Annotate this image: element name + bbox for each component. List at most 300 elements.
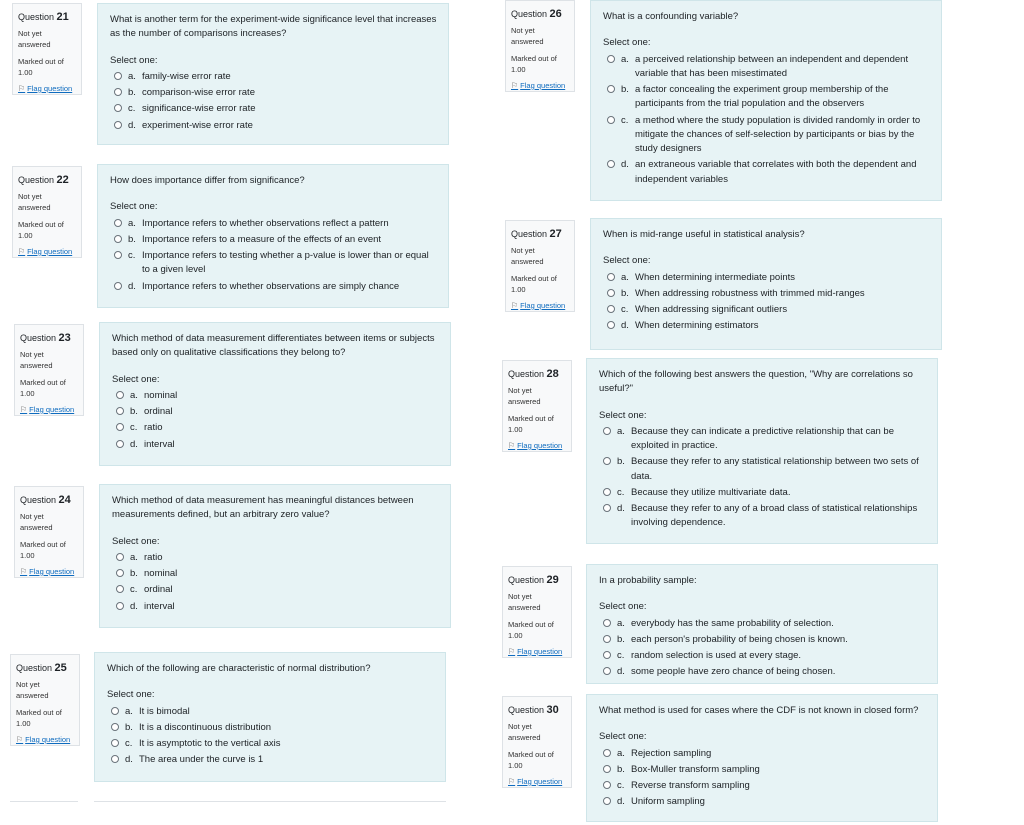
answer-option[interactable]: [110, 233, 438, 247]
radio-button[interactable]: [116, 391, 124, 399]
flag-label: Flag question: [517, 776, 563, 786]
answer-option[interactable]: [112, 583, 440, 597]
option-text: Because they refer to any statistical relationship between two sets of data.: [631, 456, 919, 482]
question-state: Not yet answered: [20, 511, 53, 532]
option-text: a perceived relationship between an independent and dependent variable that has been misestimated: [635, 53, 909, 79]
question-word: Question: [508, 705, 545, 715]
option-letter: d.: [128, 280, 136, 292]
question-grade: [20, 378, 78, 400]
radio-button[interactable]: [114, 72, 122, 80]
flag-question-link[interactable]: [511, 80, 565, 92]
option-text: Reverse transform sampling: [631, 780, 750, 791]
question-state: Not yet answered: [16, 679, 49, 700]
option-text: When determining intermediate points: [635, 271, 796, 283]
answer-option[interactable]: [112, 551, 440, 565]
radio-button[interactable]: [607, 55, 615, 63]
flag-question-link[interactable]: [18, 246, 72, 258]
option-text: interval: [144, 438, 175, 450]
flag-icon: ⚐: [20, 405, 28, 415]
answer-option[interactable]: [599, 486, 927, 500]
radio-button[interactable]: [114, 104, 122, 112]
answer-option[interactable]: [112, 600, 440, 614]
flag-question-link[interactable]: [20, 404, 74, 416]
answer-option[interactable]: [599, 763, 927, 777]
flag-icon: ⚐: [20, 567, 28, 577]
flag-icon: ⚐: [508, 777, 516, 787]
radio-button[interactable]: [603, 651, 611, 659]
radio-button[interactable]: [603, 667, 611, 675]
answer-option[interactable]: [110, 249, 438, 278]
question-number-value: 23: [58, 332, 71, 344]
question-text: Which method of data measurement has meaningful distances between measurements defined, but an arbitrary zero value?: [112, 495, 414, 521]
question-formulation: [97, 164, 449, 308]
radio-button[interactable]: [607, 321, 615, 329]
radio-button[interactable]: [603, 457, 611, 465]
grade-value: 1.00: [18, 67, 33, 77]
answer-option[interactable]: [599, 455, 927, 484]
select-one-prompt: Select one:: [110, 201, 158, 213]
answer-option[interactable]: [599, 795, 927, 809]
select-one-prompt: Select one:: [112, 373, 160, 385]
option-letter: d.: [621, 159, 629, 171]
option-text: It is bimodal: [139, 705, 190, 717]
option-text: ordinal: [144, 584, 173, 596]
next-question-divider: [10, 801, 78, 802]
radio-button[interactable]: [603, 488, 611, 496]
flag-question-link[interactable]: [18, 83, 72, 95]
answer-option[interactable]: [603, 53, 931, 82]
option-text: Importance refers to whether observations are simply chance: [142, 280, 400, 292]
option-letter: b.: [621, 287, 629, 299]
answer-option[interactable]: [599, 502, 927, 531]
question-state: Not yet answered: [511, 25, 544, 46]
radio-button[interactable]: [114, 282, 122, 290]
option-text: Because they can indicate a predictive relationship that can be exploited in practice.: [631, 425, 894, 451]
question-formulation: [94, 652, 446, 782]
question-formulation: [586, 358, 938, 544]
option-letter: c.: [617, 650, 625, 661]
option-letter: b.: [128, 87, 136, 98]
flag-icon: ⚐: [16, 735, 24, 745]
question-state: Not yet answered: [508, 591, 541, 612]
radio-button[interactable]: [116, 553, 124, 561]
option-letter: a.: [621, 53, 629, 65]
flag-icon: ⚐: [508, 647, 516, 657]
option-text: each person's probability of being chosen is known.: [631, 633, 848, 645]
question-grade: [508, 750, 566, 772]
question-word: Question: [20, 495, 57, 505]
option-letter: a.: [125, 705, 133, 717]
grade-label: Marked out of: [508, 749, 554, 759]
radio-button[interactable]: [111, 739, 119, 747]
question-info: [10, 654, 80, 746]
question-number-value: 24: [58, 494, 71, 506]
question-formulation: [99, 322, 451, 466]
question-word: Question: [16, 663, 53, 673]
question-number: [16, 661, 74, 677]
question-state: Not yet answered: [508, 721, 541, 742]
flag-icon: ⚐: [18, 84, 26, 94]
radio-button[interactable]: [607, 116, 615, 124]
question-formulation: [586, 694, 938, 822]
option-letter: c.: [621, 304, 629, 315]
flag-icon: ⚐: [511, 81, 519, 91]
flag-question-link[interactable]: [508, 440, 562, 452]
question-state: Not yet answered: [511, 245, 544, 266]
question-number-value: 28: [546, 368, 559, 380]
question-grade: [511, 54, 569, 76]
answer-option[interactable]: [599, 633, 927, 647]
question-number: [508, 703, 566, 719]
question-number: [20, 331, 78, 347]
answer-option[interactable]: [599, 425, 927, 454]
question-info: [14, 486, 84, 578]
question-info: [12, 3, 82, 95]
option-text: When determining estimators: [635, 320, 759, 332]
question-state: Not yet answered: [20, 349, 53, 370]
radio-button[interactable]: [607, 85, 615, 93]
radio-button[interactable]: [607, 273, 615, 281]
answer-option[interactable]: [112, 405, 440, 419]
option-letter: a.: [128, 70, 136, 82]
answer-option[interactable]: [107, 721, 435, 735]
option-letter: b.: [617, 456, 625, 468]
answer-option[interactable]: [603, 114, 931, 157]
answer-option[interactable]: [107, 737, 435, 751]
option-letter: b.: [130, 568, 138, 579]
flag-label: Flag question: [520, 300, 566, 310]
select-one-prompt: Select one:: [599, 601, 647, 613]
select-one-prompt: Select one:: [107, 689, 155, 701]
grade-value: 1.00: [508, 424, 523, 434]
option-text: interval: [144, 600, 175, 612]
option-text: a factor concealing the experiment group membership of the participants from the trial population and the observers: [635, 84, 889, 110]
option-text: Because they utilize multivariate data.: [631, 486, 791, 498]
option-text: Because they refer to any of a broad class of statistical relationships involving dependence.: [631, 503, 918, 529]
select-one-prompt: Select one:: [603, 37, 651, 49]
question-number-value: 27: [549, 228, 562, 240]
grade-value: 1.00: [18, 230, 33, 240]
flag-label: Flag question: [520, 80, 566, 90]
question-info: [14, 324, 84, 416]
radio-button[interactable]: [607, 160, 615, 168]
radio-button[interactable]: [116, 407, 124, 415]
radio-button[interactable]: [603, 781, 611, 789]
answer-option[interactable]: [110, 217, 438, 231]
question-state: Not yet answered: [508, 385, 541, 406]
answer-option[interactable]: [110, 102, 438, 116]
grade-label: Marked out of: [511, 273, 557, 283]
answer-option[interactable]: [112, 421, 440, 435]
option-letter: a.: [617, 617, 625, 629]
option-letter: a.: [130, 551, 138, 563]
question-state: Not yet answered: [18, 28, 51, 49]
question-number: [18, 10, 76, 26]
option-letter: d.: [130, 600, 138, 612]
radio-button[interactable]: [111, 707, 119, 715]
answer-option[interactable]: [107, 705, 435, 719]
grade-label: Marked out of: [20, 377, 66, 387]
question-grade: [16, 708, 74, 730]
option-text: ordinal: [144, 406, 173, 417]
answer-option[interactable]: [603, 303, 931, 317]
question-text: When is mid-range useful in statistical analysis?: [603, 229, 805, 240]
option-letter: a.: [617, 425, 625, 437]
option-letter: c.: [617, 486, 625, 498]
option-letter: c.: [617, 780, 625, 791]
option-text: experiment-wise error rate: [142, 119, 253, 131]
grade-value: 1.00: [20, 550, 35, 560]
question-formulation: [590, 0, 942, 201]
flag-question-link[interactable]: [511, 300, 565, 312]
radio-button[interactable]: [116, 423, 124, 431]
grade-label: Marked out of: [16, 707, 62, 717]
question-number-value: 29: [546, 574, 559, 586]
flag-question-link[interactable]: [16, 734, 70, 746]
option-text: ratio: [144, 551, 163, 563]
option-letter: c.: [128, 103, 136, 115]
option-text: everybody has the same probability of selection.: [631, 617, 834, 629]
flag-question-link[interactable]: [20, 566, 74, 578]
flag-label: Flag question: [25, 734, 71, 744]
flag-label: Flag question: [27, 83, 73, 93]
option-letter: b.: [125, 721, 133, 733]
option-text: comparison-wise error rate: [142, 87, 255, 98]
option-letter: d.: [125, 754, 133, 766]
question-number-value: 30: [546, 704, 559, 716]
question-word: Question: [511, 9, 548, 19]
question-formulation: [97, 3, 449, 145]
flag-question-link[interactable]: [508, 776, 562, 788]
answer-option[interactable]: [110, 280, 438, 294]
option-text: nominal: [144, 389, 178, 401]
option-text: some people have zero chance of being chosen.: [631, 666, 836, 678]
option-letter: c.: [130, 584, 138, 596]
option-text: nominal: [144, 568, 178, 579]
grade-label: Marked out of: [508, 619, 554, 629]
question-word: Question: [508, 575, 545, 585]
option-text: Importance refers to a measure of the effects of an event: [142, 233, 382, 245]
grade-value: 1.00: [511, 284, 526, 294]
option-text: When addressing robustness with trimmed mid-ranges: [635, 287, 865, 299]
radio-button[interactable]: [603, 749, 611, 757]
option-letter: c.: [130, 422, 138, 434]
question-word: Question: [508, 369, 545, 379]
radio-button[interactable]: [114, 219, 122, 227]
question-grade: [508, 620, 566, 642]
answer-option[interactable]: [599, 665, 927, 679]
option-letter: a.: [130, 389, 138, 401]
option-text: Importance refers to whether observations reflect a pattern: [142, 217, 389, 229]
option-text: It is asymptotic to the vertical axis: [139, 738, 281, 749]
option-letter: a.: [128, 217, 136, 229]
select-one-prompt: Select one:: [110, 54, 158, 66]
question-word: Question: [511, 229, 548, 239]
question-formulation: [590, 218, 942, 350]
question-info: [505, 0, 575, 92]
question-text: Which of the following best answers the question, "Why are correlations so useful?": [599, 369, 913, 395]
option-letter: d.: [617, 666, 625, 678]
question-number-value: 21: [56, 11, 69, 23]
flag-label: Flag question: [29, 404, 75, 414]
question-text: Which method of data measurement differentiates between items or subjects based only on qualitative classifications they belong to?: [112, 333, 435, 359]
question-state: Not yet answered: [18, 191, 51, 212]
option-text: significance-wise error rate: [142, 103, 256, 115]
radio-button[interactable]: [114, 88, 122, 96]
question-text: What is another term for the experiment-wide significance level that increases as the number of comparisons increases?: [110, 14, 437, 40]
grade-label: Marked out of: [20, 539, 66, 549]
answer-option[interactable]: [110, 70, 438, 84]
radio-button[interactable]: [607, 289, 615, 297]
next-question-divider: [94, 801, 446, 802]
question-grade: [18, 57, 76, 79]
option-text: It is a discontinuous distribution: [139, 721, 272, 733]
radio-button[interactable]: [603, 765, 611, 773]
answer-option[interactable]: [112, 389, 440, 403]
radio-button[interactable]: [603, 619, 611, 627]
answer-option[interactable]: [110, 86, 438, 100]
question-number: [511, 227, 569, 243]
grade-value: 1.00: [20, 388, 35, 398]
question-text: In a probability sample:: [599, 575, 697, 586]
option-letter: a.: [621, 271, 629, 283]
option-letter: c.: [128, 250, 136, 261]
answer-option[interactable]: [112, 438, 440, 452]
question-info: [502, 566, 572, 658]
answer-option[interactable]: [603, 287, 931, 301]
flag-icon: ⚐: [508, 441, 516, 451]
grade-value: 1.00: [16, 718, 31, 728]
question-info: [12, 166, 82, 258]
grade-label: Marked out of: [18, 56, 64, 66]
option-text: Rejection sampling: [631, 747, 712, 759]
flag-label: Flag question: [29, 566, 75, 576]
radio-button[interactable]: [607, 305, 615, 313]
option-text: Box-Muller transform sampling: [631, 763, 760, 775]
question-text: What is a confounding variable?: [603, 11, 739, 22]
question-number: [511, 7, 569, 23]
question-info: [502, 696, 572, 788]
question-number: [508, 573, 566, 589]
question-grade: [18, 220, 76, 242]
option-text: Importance refers to testing whether a p-value is lower than or equal to a given level: [142, 250, 429, 276]
question-formulation: [586, 564, 938, 684]
question-number: [508, 367, 566, 383]
option-letter: d.: [617, 503, 625, 514]
radio-button[interactable]: [114, 235, 122, 243]
option-text: an extraneous variable that correlates with both the dependent and independent variables: [635, 159, 917, 185]
flag-question-link[interactable]: [508, 646, 562, 658]
answer-option[interactable]: [603, 83, 931, 112]
radio-button[interactable]: [116, 440, 124, 448]
option-letter: b.: [621, 84, 629, 95]
question-info: [502, 360, 572, 452]
answer-option[interactable]: [110, 119, 438, 133]
question-number-value: 25: [54, 662, 67, 674]
select-one-prompt: Select one:: [599, 409, 647, 421]
question-word: Question: [18, 175, 55, 185]
option-letter: b.: [130, 406, 138, 417]
flag-icon: ⚐: [18, 247, 26, 257]
option-letter: b.: [617, 633, 625, 645]
grade-value: 1.00: [508, 760, 523, 770]
option-text: family-wise error rate: [142, 70, 231, 82]
answer-option[interactable]: [603, 319, 931, 333]
answer-option[interactable]: [603, 271, 931, 285]
option-letter: a.: [617, 747, 625, 759]
question-number: [18, 173, 76, 189]
flag-label: Flag question: [517, 646, 563, 656]
question-number: [20, 493, 78, 509]
radio-button[interactable]: [116, 569, 124, 577]
answer-option[interactable]: [107, 753, 435, 767]
option-text: Uniform sampling: [631, 796, 705, 808]
option-letter: b.: [617, 763, 625, 775]
radio-button[interactable]: [603, 427, 611, 435]
radio-button[interactable]: [111, 755, 119, 763]
option-text: ratio: [144, 422, 163, 434]
option-letter: c.: [125, 738, 133, 749]
question-number-value: 22: [56, 174, 69, 186]
answer-option[interactable]: [599, 617, 927, 631]
answer-option[interactable]: [599, 779, 927, 793]
radio-button[interactable]: [114, 121, 122, 129]
flag-label: Flag question: [517, 440, 563, 450]
answer-option[interactable]: [603, 158, 931, 187]
option-text: The area under the curve is 1: [139, 754, 264, 766]
question-word: Question: [18, 12, 55, 22]
option-letter: d.: [617, 796, 625, 808]
radio-button[interactable]: [603, 797, 611, 805]
option-text: random selection is used at every stage.: [631, 650, 802, 661]
option-letter: d.: [621, 320, 629, 332]
question-word: Question: [20, 333, 57, 343]
grade-value: 1.00: [508, 630, 523, 640]
answer-option[interactable]: [599, 649, 927, 663]
grade-label: Marked out of: [511, 53, 557, 63]
grade-label: Marked out of: [508, 413, 554, 423]
radio-button[interactable]: [116, 585, 124, 593]
option-letter: d.: [130, 438, 138, 450]
answer-option[interactable]: [112, 567, 440, 581]
question-grade: [511, 274, 569, 296]
grade-label: Marked out of: [18, 219, 64, 229]
question-grade: [20, 540, 78, 562]
question-text: What method is used for cases where the CDF is not known in closed form?: [599, 705, 919, 716]
radio-button[interactable]: [114, 251, 122, 259]
select-one-prompt: Select one:: [603, 255, 651, 267]
option-text: a method where the study population is divided randomly in order to mitigate the chances of self-selection by participants or bias by the study designers: [635, 114, 921, 154]
question-info: [505, 220, 575, 312]
flag-label: Flag question: [27, 246, 73, 256]
option-letter: d.: [128, 119, 136, 131]
radio-button[interactable]: [603, 635, 611, 643]
radio-button[interactable]: [116, 602, 124, 610]
question-formulation: [99, 484, 451, 628]
option-letter: b.: [128, 233, 136, 245]
question-text: How does importance differ from significance?: [110, 175, 305, 186]
option-letter: c.: [621, 114, 629, 126]
select-one-prompt: Select one:: [112, 535, 160, 547]
select-one-prompt: Select one:: [599, 731, 647, 743]
answer-option[interactable]: [599, 747, 927, 761]
grade-value: 1.00: [511, 64, 526, 74]
question-number-value: 26: [549, 8, 562, 20]
question-text: Which of the following are characteristic of normal distribution?: [107, 663, 371, 674]
radio-button[interactable]: [603, 504, 611, 512]
option-text: When addressing significant outliers: [635, 304, 788, 315]
radio-button[interactable]: [111, 723, 119, 731]
